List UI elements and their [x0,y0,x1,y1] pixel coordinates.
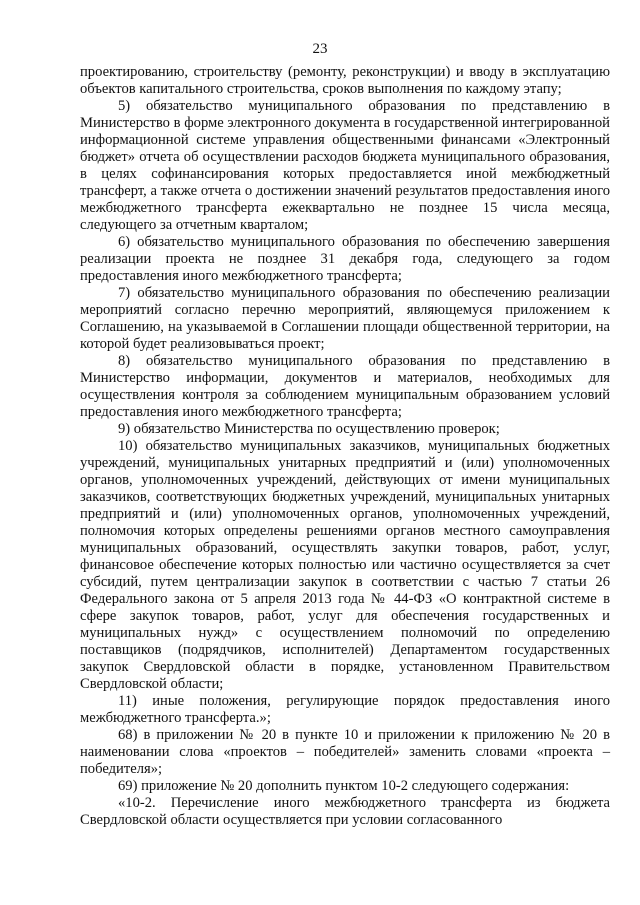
paragraph-clause-10-2: «10-2. Перечисление иного межбюджетного трансферта из бюджета Свердловской области осуществляется при условии согласованного [80,795,610,828]
paragraph-item-5: 5) обязательство муниципального образования по представлению в Министерство в форме электронного документа в государственной интегрированной информационной системе управления общественными финансами «Электронный бюджет» отчета об осуществлении расходов бюджета муниципального образования, в целях софинансирования которых предоставляется иной межбюджетный трансферт, а также отчета о достижении значений результатов предоставления иного межбюджетного трансферта ежеквартально не позднее 15 числа месяца, следующего за отчетным кварталом; [80,98,610,233]
document-body [80,64,610,829]
paragraph-item-6: 6) обязательство муниципального образования по обеспечению завершения реализации проекта не позднее 31 декабря года, следующего за годом предоставления иного межбюджетного трансферта; [80,234,610,284]
paragraph-item-8: 8) обязательство муниципального образования по представлению в Министерство информации, документов и материалов, необходимых для осуществления контроля за соблюдением муниципальным образованием условий предоставления иного межбюджетного трансферта; [80,353,610,420]
paragraph-item-9: 9) обязательство Министерства по осуществлению проверок; [118,421,500,437]
paragraph-amendment-69: 69) приложение № 20 дополнить пунктом 10-2 следующего содержания: [118,778,570,794]
paragraph-continuation: проектированию, строительству (ремонту, реконструкции) и вводу в эксплуатацию объектов капитального строительства, сроков выполнения по каждому этапу; [80,64,610,97]
page-number: 23 [312,41,328,57]
paragraph-item-10: 10) обязательство муниципальных заказчиков, муниципальных бюджетных учреждений, муниципальных унитарных предприятий и (или) уполномоченных органов, уполномоченных учреждений, действующих от имени муниципальных заказчиков, соответствующих бюджетных учреждений, муниципальных унитарных предприятий и (или) уполномоченных органов, уполномоченных учреждений, полномочия которых определены решениями органов местного самоуправления муниципальных образований, осуществлять закупки товаров, работ, услуг, финансовое обеспечение которых полностью или частично осуществляется за счет субсидий, путем централизации закупок в соответствии с частью 7 статьи 26 Федерального закона от 5 апреля 2013 года № 44-ФЗ «О контрактной системе в сфере закупок товаров, работ, услуг для обеспечения государственных и муниципальных нужд» с осуществлением полномочий по определению поставщиков (подрядчиков, исполнителей) Департаментом государственных закупок Свердловской области в порядке, установленном Правительством Свердловской области; [80,438,610,692]
paragraph-item-7: 7) обязательство муниципального образования по обеспечению реализации мероприятий согласно перечню мероприятий, являющемуся приложением к Соглашению, на указываемой в Соглашении площади общественной территории, на которой будет реализовываться проект; [80,285,610,352]
paragraph-item-11: 11) иные положения, регулирующие порядок предоставления иного межбюджетного трансферта.»; [80,693,610,726]
paragraph-amendment-68: 68) в приложении № 20 в пункте 10 и приложении к приложению № 20 в наименовании слова «проектов – победителей» заменить словами «проекта – победителя»; [80,727,610,777]
